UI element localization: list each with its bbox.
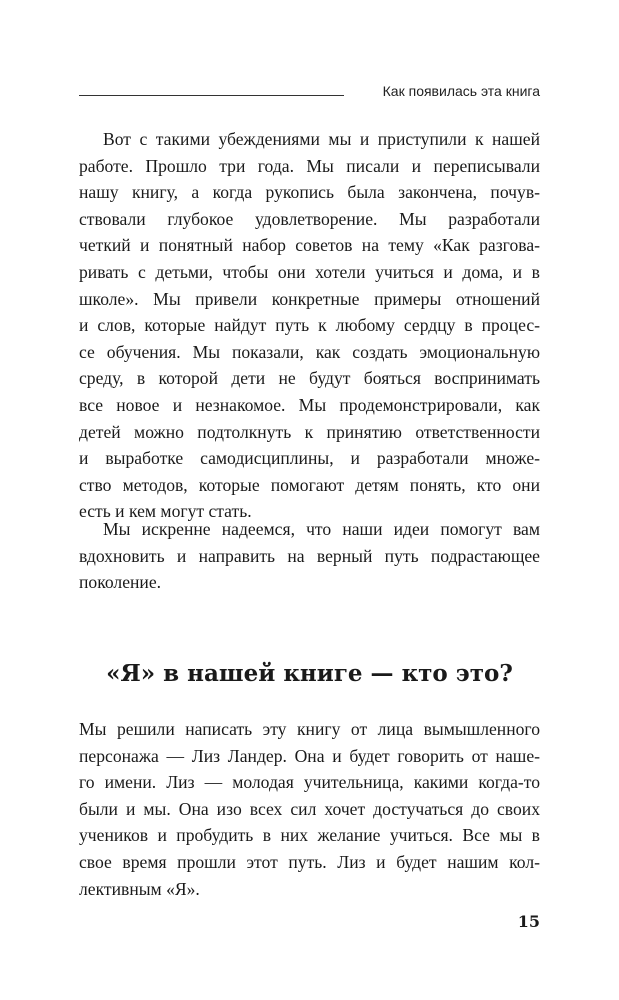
text-line: Мы решили написать эту книгу от лица вымышленного (79, 719, 540, 739)
text-line: четкий и понятный набор советов на тему «Как разгова- (79, 235, 540, 256)
text-line: свое время прошли этот путь. Лиз и будет нашим кол- (79, 851, 540, 872)
text-line: вдохновить и направить на верный путь подрастающее (79, 545, 540, 566)
text-line: персонажа — Лиз Ландер. Она и будет говорить от наше- (79, 745, 540, 766)
text-line: лективным «Я». (79, 878, 200, 899)
section-heading: «Я» в нашей книге — кто это? (106, 660, 513, 687)
text-line: ривать с детьми, чтобы они хотели учиться и дома, и в (79, 261, 540, 282)
text-line: детей можно подтолкнуть к принятию ответственности (79, 421, 540, 442)
text-line: среду, в которой дети не будут бояться воспринимать (79, 368, 540, 389)
text-line: все новое и незнакомое. Мы продемонстрировали, как (79, 394, 540, 415)
text-line: се обучения. Мы показали, как создать эмоциональную (79, 341, 540, 362)
text-line: учеников и пробудить в них желание учиться. Все мы в (79, 825, 540, 846)
text-line: Мы искренне надеемся, что наши идеи помогут вам (103, 519, 540, 539)
page-number: 15 (517, 912, 540, 931)
paragraph-2 (79, 516, 540, 596)
text-line: ствовали глубокое удовлетворение. Мы разработали (79, 208, 540, 229)
text-line: поколение. (79, 572, 162, 593)
text-line: Вот с такими убеждениями мы и приступили к нашей (103, 129, 540, 149)
text-line: были и мы. Она изо всех сил хочет достучаться до своих (79, 798, 540, 819)
header-rule (79, 95, 344, 96)
text-line: и слов, которые найдут путь к любому сердцу в процес- (79, 315, 540, 336)
paragraph-1 (79, 126, 540, 525)
text-line: нашу книгу, а когда рукопись была закончена, почув- (79, 182, 540, 203)
text-line: работе. Прошло три года. Мы писали и переписывали (79, 155, 540, 176)
text-line: го имени. Лиз — молодая учительница, какими когда-то (79, 772, 540, 793)
running-head: Как появилась эта книга (382, 83, 540, 99)
paragraph-3 (79, 716, 540, 902)
text-line: ство методов, которые помогают детям понять, кто они (79, 474, 540, 495)
text-line: школе». Мы привели конкретные примеры отношений (79, 288, 540, 309)
text-line: и выработке самодисциплины, и разработали множе- (79, 448, 540, 469)
text-line: есть и кем могут стать. (79, 501, 252, 522)
